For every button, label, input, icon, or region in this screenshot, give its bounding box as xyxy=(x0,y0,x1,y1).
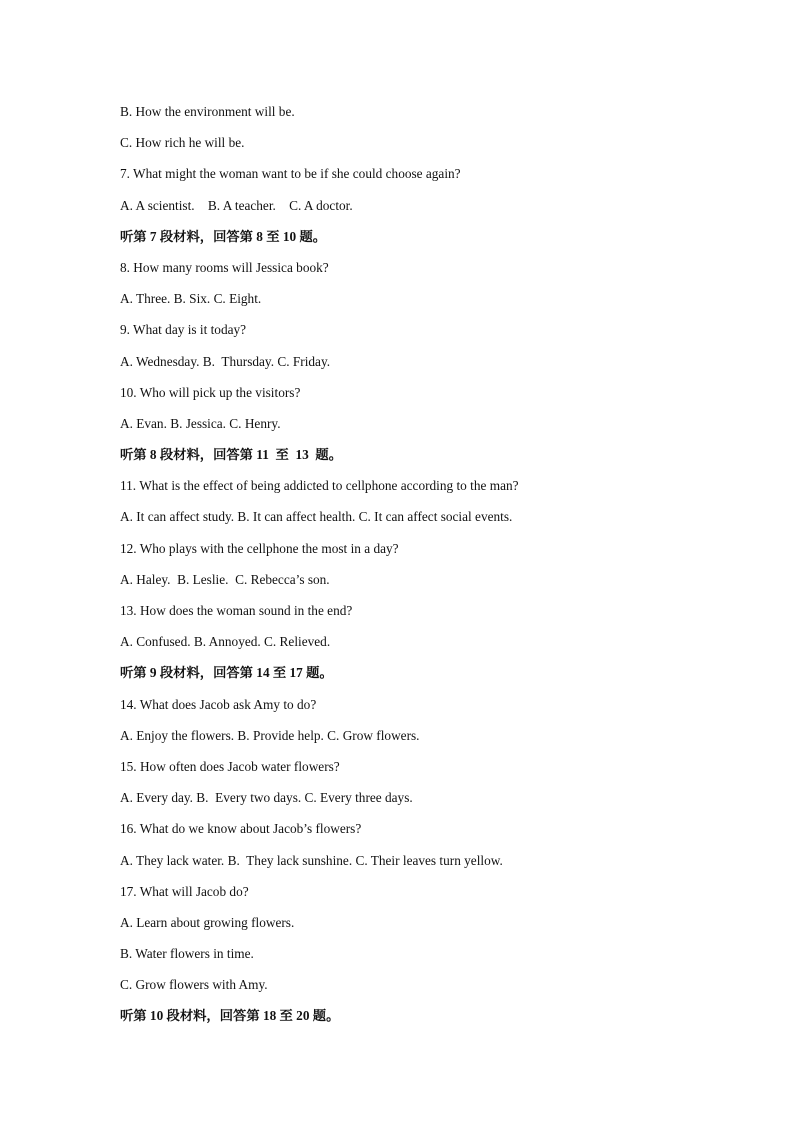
text-line: A. Learn about growing flowers. xyxy=(120,914,295,930)
text-line: A. Wednesday. B. Thursday. C. Friday. xyxy=(120,353,331,369)
text-line: 12. Who plays with the cellphone the most in a day? xyxy=(120,540,399,556)
text-line: C. Grow flowers with Amy. xyxy=(120,977,268,993)
text-line: 17. What will Jacob do? xyxy=(120,883,249,899)
text-line: A. Haley. B. Leslie. C. Rebecca’s son. xyxy=(120,571,330,587)
text-line: A. Enjoy the flowers. B. Provide help. C. Grow flowers. xyxy=(120,727,420,743)
text-line: A. A scientist. B. A teacher. C. A doctor. xyxy=(120,197,353,213)
document-page xyxy=(120,103,740,1039)
text-line: 8. How many rooms will Jessica book? xyxy=(120,259,329,275)
text-line: 7. What might the woman want to be if she could choose again? xyxy=(120,166,461,182)
text-line: A. Every day. B. Every two days. C. Every three days. xyxy=(120,790,413,806)
text-line: A. They lack water. B. They lack sunshine. C. Their leaves turn yellow. xyxy=(120,852,503,868)
text-line: A. Three. B. Six. C. Eight. xyxy=(120,291,262,307)
text-line: 15. How often does Jacob water flowers? xyxy=(120,758,340,774)
section-heading: 听第 7 段材料，回答第 8 至 10 题。 xyxy=(120,228,327,244)
text-line: B. How the environment will be. xyxy=(120,104,295,119)
text-line: A. Evan. B. Jessica. C. Henry. xyxy=(120,415,281,431)
text-line: 9. What day is it today? xyxy=(120,322,247,338)
text-line: C. How rich he will be. xyxy=(120,135,245,151)
text-line: A. Confused. B. Annoyed. C. Relieved. xyxy=(120,634,331,650)
text-line: 10. Who will pick up the visitors? xyxy=(120,384,301,400)
section-heading: 听第 10 段材料，回答第 18 至 20 题。 xyxy=(120,1008,340,1024)
text-line: 13. How does the woman sound in the end? xyxy=(120,603,353,618)
text-line: B. Water flowers in time. xyxy=(120,946,254,962)
text-line: 14. What does Jacob ask Amy to do? xyxy=(120,696,317,712)
text-line: A. It can affect study. B. It can affect health. C. It can affect social events. xyxy=(120,509,513,525)
text-line: 11. What is the effect of being addicted to cellphone according to the man? xyxy=(120,478,519,494)
text-line: 16. What do we know about Jacob’s flowers? xyxy=(120,821,362,837)
section-heading: 听第 9 段材料，回答第 14 至 17 题。 xyxy=(120,665,333,681)
section-heading: 听第 8 段材料，回答第 11 至 13 题。 xyxy=(120,447,342,463)
